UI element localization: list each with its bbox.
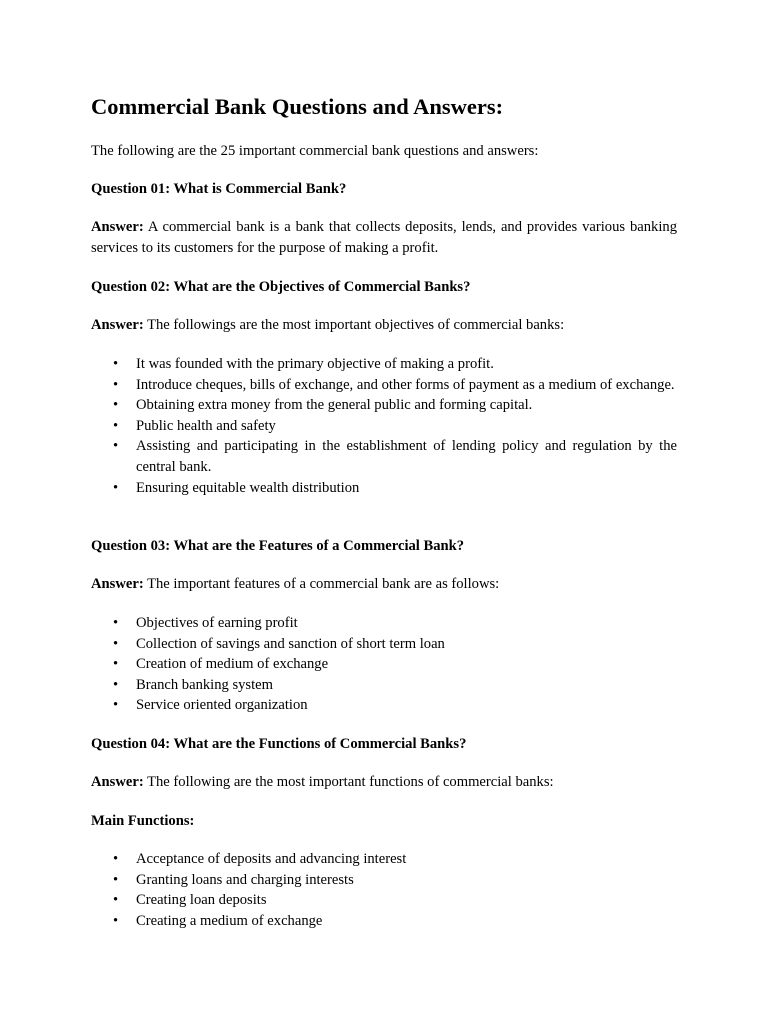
list-item (91, 849, 677, 870)
list-item (91, 675, 677, 696)
list-item-text: Assisting and participating in the establishment of lending policy and regulation by the central bank. (136, 438, 677, 475)
list-item-text: Creation of medium of exchange (136, 656, 329, 673)
bullet-icon: • (113, 376, 119, 393)
list-item-text: Public health and safety (136, 417, 276, 434)
list-item-text: Collection of savings and sanction of short term loan (136, 635, 445, 652)
bullet-icon: • (113, 656, 119, 673)
list-item (91, 613, 677, 634)
bullet-icon: • (113, 479, 119, 496)
objectives-list (91, 354, 677, 498)
list-item (91, 911, 677, 932)
list-item-text: Service oriented organization (136, 697, 308, 714)
bullet-icon: • (113, 615, 119, 631)
answer-01-text: A commercial bank is a bank that collects deposits, lends, and provides various banking services to its customers for the purpose of making a profit. (91, 219, 678, 256)
answer-label: Answer: (91, 317, 144, 333)
answer-label: Answer: (91, 576, 144, 592)
bullet-icon: • (113, 356, 119, 372)
bullet-icon: • (113, 871, 119, 888)
question-03-heading: Question 03: What are the Features of a Commercial Bank? (91, 538, 465, 554)
answer-label: Answer: (91, 219, 144, 235)
list-item (91, 695, 677, 716)
list-item (91, 395, 677, 416)
list-item-text: Ensuring equitable wealth distribution (136, 479, 360, 496)
bullet-icon: • (113, 892, 119, 909)
bullet-icon: • (113, 912, 119, 929)
bullet-icon: • (113, 676, 119, 693)
bullet-icon: • (113, 697, 119, 714)
main-functions-list (91, 849, 677, 931)
list-item (91, 634, 677, 655)
list-item-text: Objectives of earning profit (136, 615, 298, 631)
list-item-text: It was founded with the primary objective of making a profit. (136, 356, 494, 372)
list-item-text: Branch banking system (136, 676, 273, 693)
list-item (91, 375, 677, 396)
list-item-text: Creating loan deposits (136, 892, 267, 909)
bullet-icon: • (113, 851, 119, 867)
bullet-icon: • (113, 397, 119, 414)
question-01-heading: Question 01: What is Commercial Bank? (91, 181, 347, 197)
document-title: Commercial Bank Questions and Answers: (91, 94, 504, 119)
list-item (91, 436, 677, 477)
question-04-heading: Question 04: What are the Functions of Commercial Banks? (91, 736, 467, 752)
answer-02-text: The followings are the most important objectives of commercial banks: (147, 317, 565, 333)
question-02-heading: Question 02: What are the Objectives of Commercial Banks? (91, 279, 471, 295)
list-item-text: Acceptance of deposits and advancing interest (136, 851, 407, 867)
list-item (91, 890, 677, 911)
bullet-icon: • (113, 417, 119, 434)
answer-04-text: The following are the most important functions of commercial banks: (147, 774, 554, 790)
list-item-text: Granting loans and charging interests (136, 871, 354, 888)
answer-label: Answer: (91, 774, 144, 790)
list-item-text: Creating a medium of exchange (136, 912, 323, 929)
list-item (91, 870, 677, 891)
intro-paragraph: The following are the 25 important commercial bank questions and answers: (91, 143, 539, 159)
bullet-icon: • (113, 438, 119, 455)
features-list (91, 613, 677, 716)
list-item-text: Obtaining extra money from the general public and forming capital. (136, 397, 533, 414)
answer-03-text: The important features of a commercial bank are as follows: (147, 576, 500, 592)
list-item (91, 654, 677, 675)
answer-02-paragraph (91, 315, 677, 336)
main-functions-heading: Main Functions: (91, 813, 195, 829)
answer-04-paragraph (91, 772, 677, 793)
list-item-text: Introduce cheques, bills of exchange, and other forms of payment as a medium of exchange. (136, 376, 675, 393)
answer-03-paragraph (91, 574, 677, 595)
bullet-icon: • (113, 635, 119, 652)
answer-01-paragraph (91, 217, 677, 258)
list-item (91, 354, 677, 375)
list-item (91, 478, 677, 499)
list-item (91, 416, 677, 437)
